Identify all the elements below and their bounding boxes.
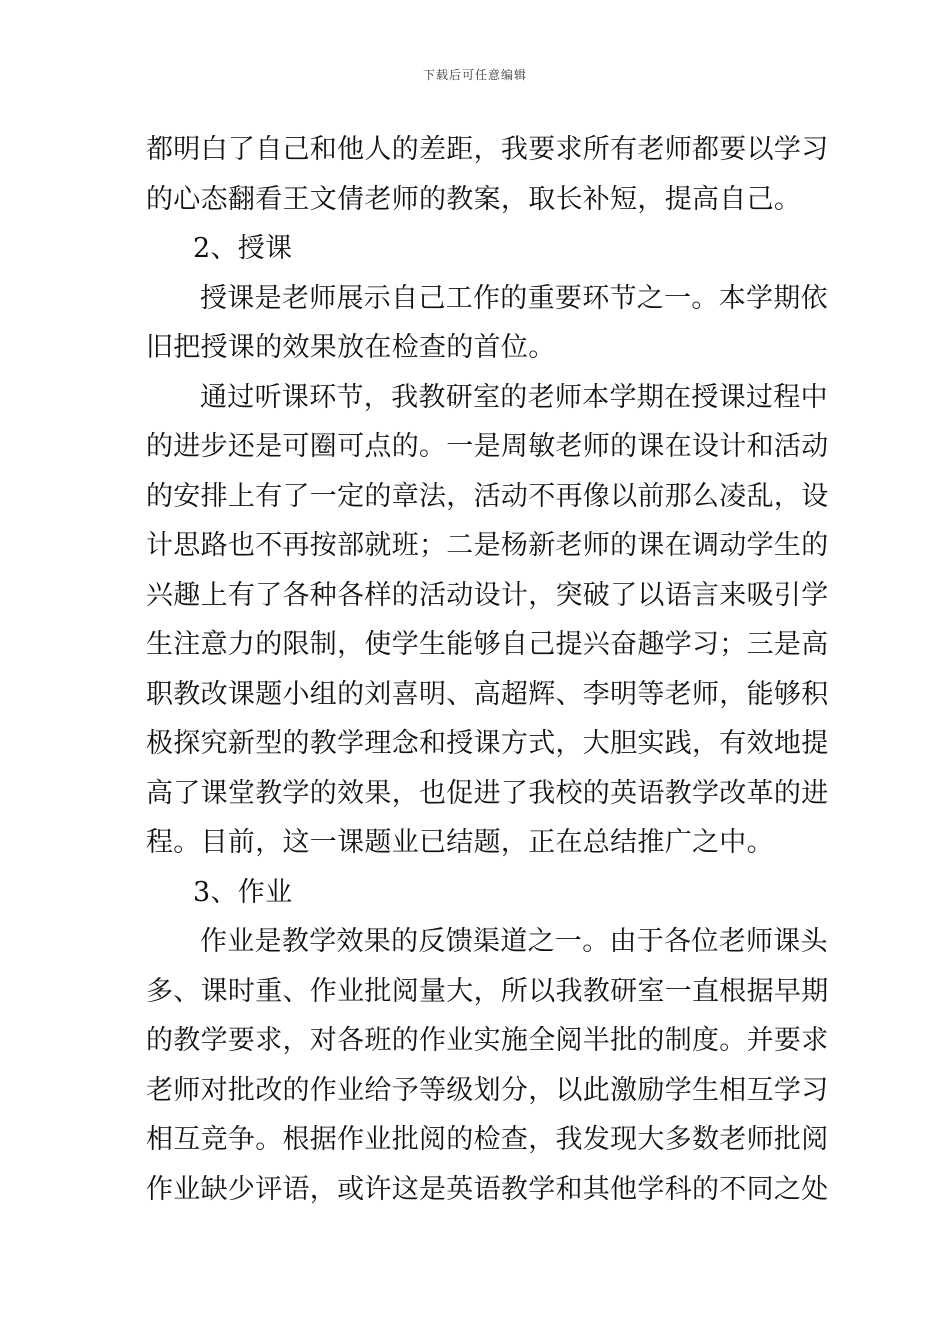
text-line: 高了课堂教学的效果，也促进了我校的英语教学改革的进 [146, 777, 829, 809]
text-line: 多、课时重、作业批阅量大，所以我教研室一直根据早期 [146, 975, 829, 1007]
text-line: 兴趣上有了各种各样的活动设计，突破了以语言来吸引学 [146, 579, 829, 611]
text-line: 授课是老师展示自己工作的重要环节之一。本学期依 [200, 282, 828, 314]
text-line: 生注意力的限制，使学生能够自己提兴奋趣学习；三是高 [146, 629, 829, 660]
text-line: 旧把授课的效果放在检查的首位。 [146, 332, 556, 363]
text-line: 的教学要求，对各班的作业实施全阅半批的制度。并要求 [146, 1025, 829, 1056]
text-line: 极探究新型的教学理念和授课方式，大胆实践，有效地提 [146, 728, 829, 759]
text-line: 作业缺少评语，或许这是英语教学和其他学科的不同之处 [146, 1173, 829, 1205]
text-line: 通过听课环节，我教研室的老师本学期在授课过程中 [200, 381, 828, 413]
text-line: 相互竞争。根据作业批阅的检查，我发现大多数老师批阅 [146, 1124, 829, 1155]
text-line: 老师对批改的作业给予等级划分，以此激励学生相互学习 [146, 1074, 829, 1106]
page-header: 下载后可任意编辑 [422, 68, 527, 82]
section-heading: 3、作业 [193, 876, 293, 908]
text-line: 的心态翻看王文倩老师的教案，取长补短，提高自己。 [146, 183, 802, 215]
text-line: 作业是教学效果的反馈渠道之一。由于各位老师课头 [200, 926, 828, 957]
text-line: 程。目前，这一课题业已结题，正在总结推广之中。 [146, 827, 774, 858]
text-line: 的安排上有了一定的章法，活动不再像以前那么凌乱，设 [146, 480, 829, 512]
text-line: 的进步还是可圈可点的。一是周敏老师的课在设计和活动 [146, 431, 829, 462]
text-line: 都明白了自己和他人的差距，我要求所有老师都要以学习 [146, 134, 829, 165]
text-line: 计思路也不再按部就班；二是杨新老师的课在调动学生的 [146, 530, 829, 561]
section-heading: 2、授课 [193, 233, 293, 264]
document-body [146, 125, 829, 1214]
text-line: 职教改课题小组的刘喜明、高超辉、李明等老师，能够积 [146, 678, 829, 710]
